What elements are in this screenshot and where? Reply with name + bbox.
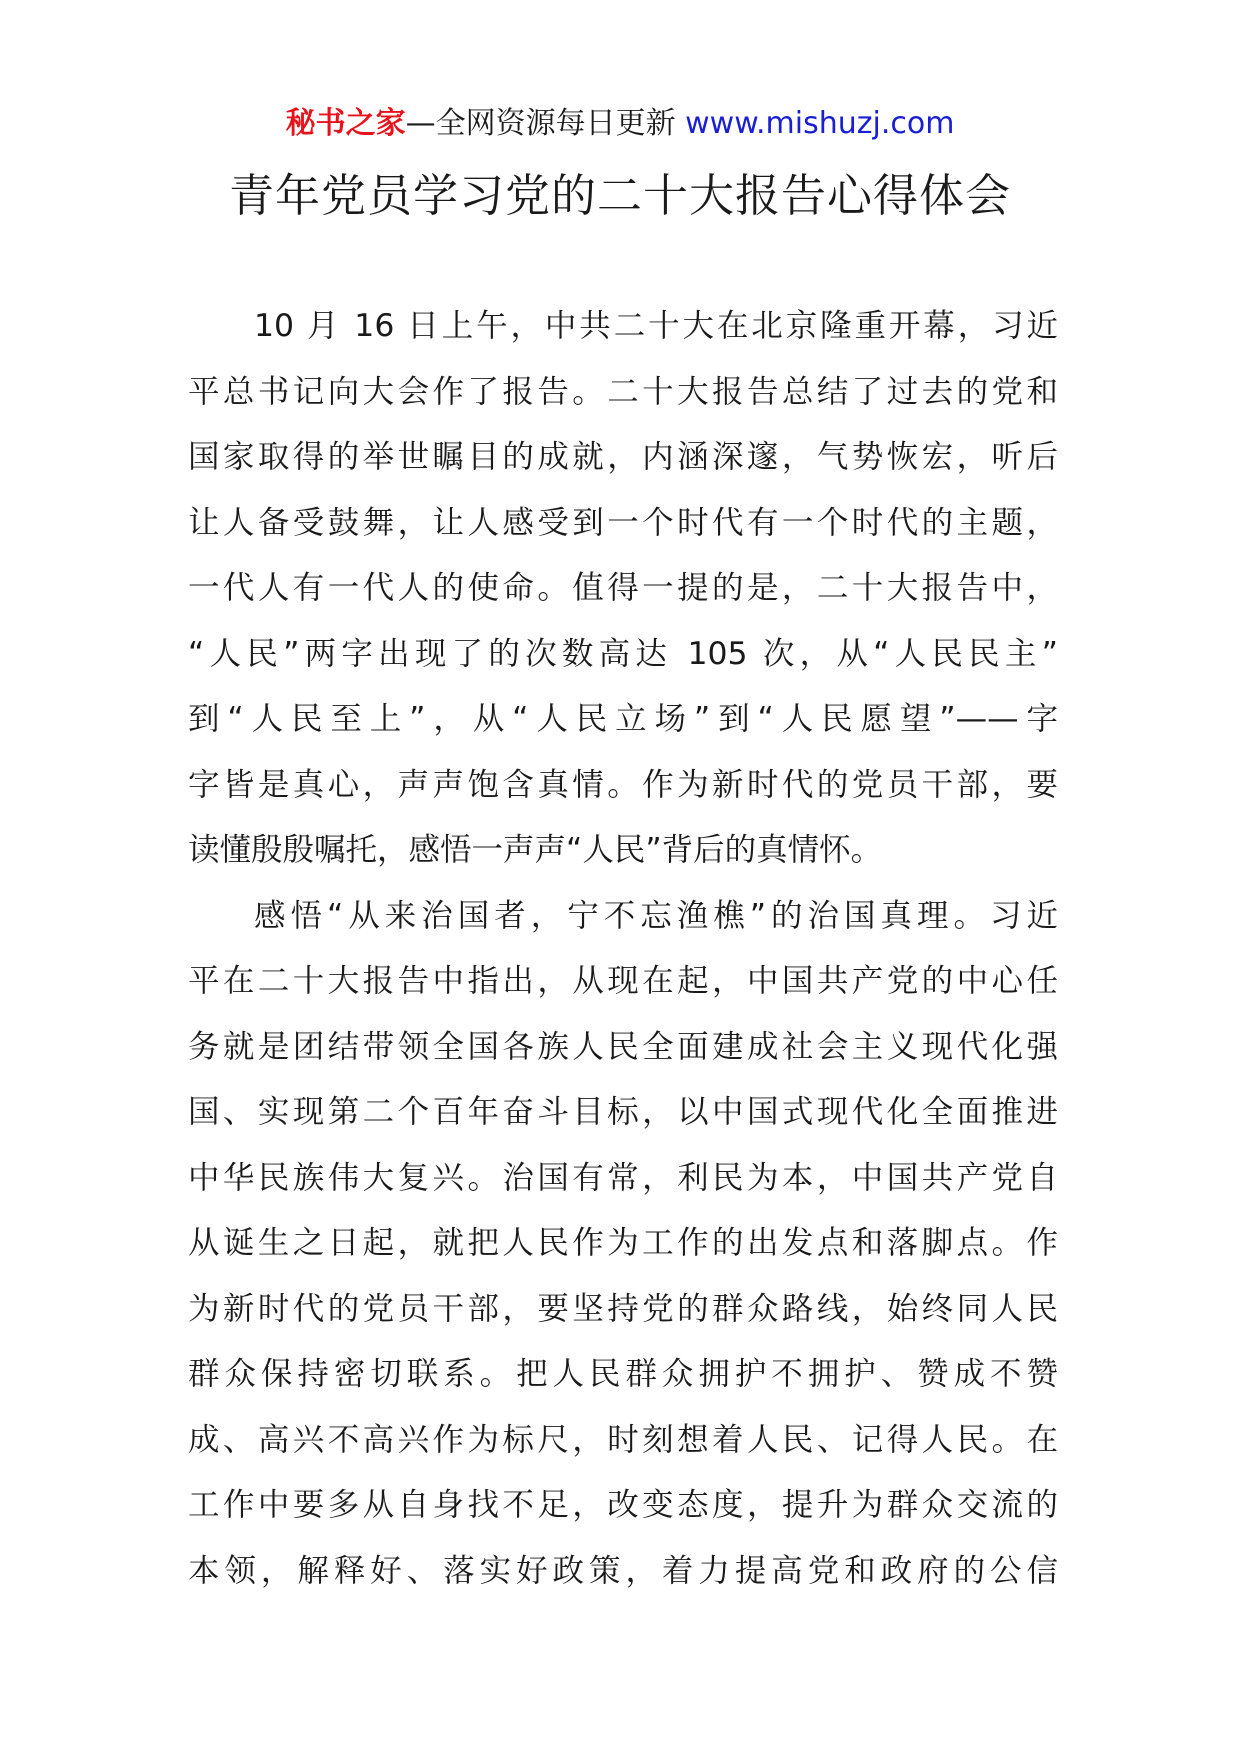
text-line: 成、高兴不高兴作为标尺，时刻想着人民、记得人民。在 (188, 1421, 1058, 1458)
text-line: 本领，解释好、落实好政策，着力提高党和政府的公信 (188, 1552, 1058, 1589)
text-line: 中华民族伟大复兴。治国有常，利民为本，中国共产党自 (188, 1159, 1058, 1196)
text-line: 一代人有一代人的使命。值得一提的是，二十大报告中， (188, 570, 1058, 606)
text-line: 务就是团结带领全国各族人民全面建成社会主义现代化强 (188, 1028, 1058, 1065)
paragraph-1 (188, 294, 1058, 884)
text-line: 感悟“从来治国者，宁不忘渔樵”的治国真理。习近 (254, 897, 1058, 934)
document-body (188, 294, 1058, 1604)
text-line: “人民”两字出现了的次数高达 105 次，从“人民民主” (188, 635, 1058, 672)
text-line: 平总书记向大会作了报告。二十大报告总结了过去的党和 (188, 373, 1058, 410)
text-line: 为新时代的党员干部，要坚持党的群众路线，始终同人民 (188, 1290, 1058, 1327)
paragraph-2 (188, 884, 1058, 1605)
text-line: 工作中要多从自身找不足，改变态度，提升为群众交流的 (188, 1487, 1058, 1523)
text-line: 国家取得的举世瞩目的成就，内涵深邃，气势恢宏，听后 (188, 439, 1058, 475)
text-line: 群众保持密切联系。把人民群众拥护不拥护、赞成不赞 (188, 1356, 1058, 1392)
text-line: 国、实现第二个百年奋斗目标，以中国式现代化全面推进 (188, 1094, 1058, 1130)
text-line: 10 月 16 日上午，中共二十大在北京隆重开幕，习近 (254, 308, 1058, 344)
document-title: 青年党员学习党的二十大报告心得体会 (228, 169, 1011, 222)
text-line: 平在二十大报告中指出，从现在起，中国共产党的中心任 (188, 963, 1058, 999)
text-line: 读懂殷殷嘱托，感悟一声声“人民”背后的真情怀。 (188, 832, 883, 868)
brand-name: 秘书之家 (285, 106, 406, 141)
site-header (0, 104, 1240, 144)
text-line: 从诞生之日起，就把人民作为工作的出发点和落脚点。作 (188, 1225, 1058, 1261)
text-line: 字皆是真心，声声饱含真情。作为新时代的党员干部，要 (188, 766, 1058, 803)
text-line: 到“人民至上”，从“人民立场”到“人民愿望”——字 (188, 701, 1058, 737)
header-tagline: —全网资源每日更新 (405, 106, 686, 141)
text-line: 让人备受鼓舞，让人感受到一个时代有一个时代的主题， (188, 504, 1058, 541)
site-url-link[interactable]: www.mishuzj.com (685, 106, 955, 141)
